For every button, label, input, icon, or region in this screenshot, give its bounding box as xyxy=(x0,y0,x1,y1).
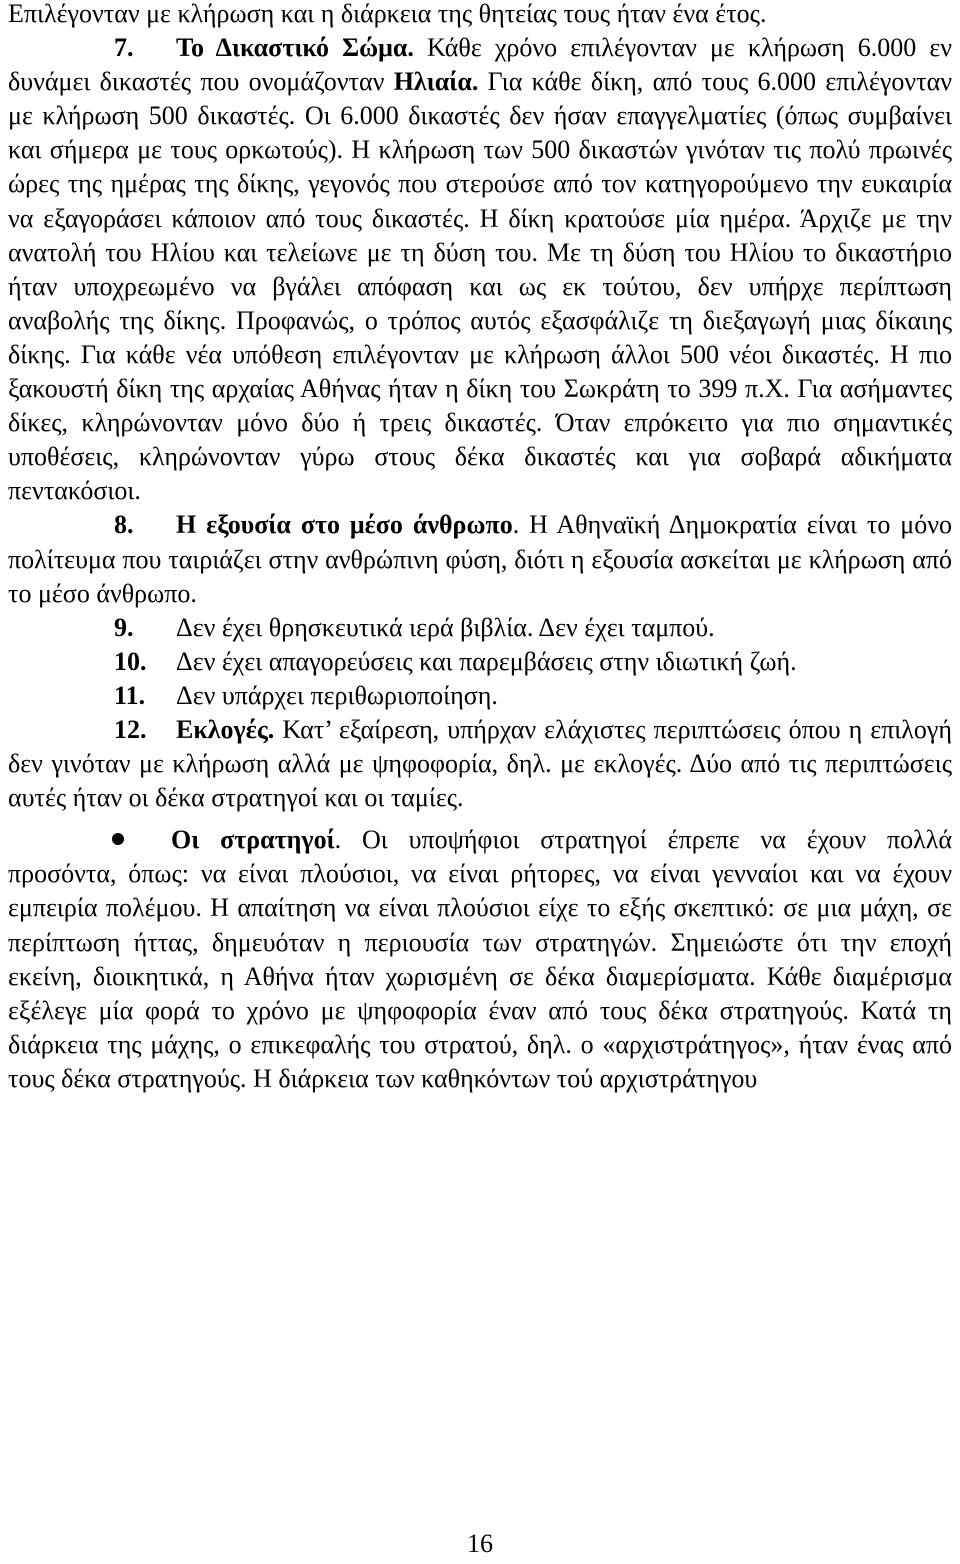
section-9 xyxy=(8,611,952,645)
section-8-number: 8. xyxy=(114,510,134,540)
section-10-text: Δεν έχει απαγορεύσεις και παρεμβάσεις στην ιδιωτική ζωή. xyxy=(176,646,797,676)
section-12-number: 12. xyxy=(114,714,147,744)
section-11 xyxy=(8,679,952,713)
section-9-text: Δεν έχει θρησκευτικά ιερά βιβλία. Δεν έχει ταμπού. xyxy=(176,612,715,642)
paragraph-intro: Επιλέγονταν με κλήρωση και η διάρκεια της θητείας τους ήταν ένα έτος. xyxy=(8,0,767,28)
section-7-text-1: Κάθε χρόνο επιλέγονταν με κλήρωση 6.000 εν δυνάμει δικαστές που ονομάζονταν xyxy=(8,33,952,97)
section-7-text-2: Για κάθε δίκη, από τους 6.000 επιλέγονταν με κλήρωση 500 δικαστές. Οι 6.000 δικαστές δεν ήσαν επαγγελματίες (όπως συμβαίνει και σήμερα με τους ορκωτούς). Η κλήρωση των 500 δικαστών γινόταν τις πολύ πρωινές ώρες της ημέρας της δίκης, γεγονός που στερούσε από τον κατηγορούμενο την ευκαιρία να εξαγοράσει κάποιον από τους δικαστές. Η δίκη κρατούσε μία ημέρα. Άρχιζε με την ανατολή του Ηλίου και τελείωνε με τη δύση του. Με τη δύση του Ηλίου το δικαστήριο ήταν υποχρεωμένο να βγάλει απόφαση και ως εκ τούτου, δεν υπήρχε περίπτωση αναβολής της δίκης. Προφανώς, ο τρόπος αυτός εξασφάλιζε τη διεξαγωγή μιας δίκαιης δίκης. Για κάθε νέα υπόθεση επιλέγονταν με κλήρωση άλλοι 500 νέοι δικαστές. Η πιο ξακουστή δίκη της αρχαίας Αθήνας ήταν η δίκη του Σωκράτη το 399 π.Χ. Για ασήμαντες δίκες, κληρώνονταν μόνο δύο ή τρεις δικαστές. Όταν επρόκειτο για πιο σημαντικές υποθέσεις, κληρώνονταν γύρω στους δέκα δικαστές και για σοβαρά αδικήματα πεντακόσιοι. xyxy=(8,67,952,506)
section-11-number: 11. xyxy=(114,680,146,710)
bullet-generals xyxy=(8,823,952,1096)
heliaia-term: Ηλιαία. xyxy=(393,67,479,97)
section-8-title: Η εξουσία στο μέσο άνθρωπο xyxy=(176,510,513,540)
section-7-number: 7. xyxy=(114,33,134,63)
section-11-text: Δεν υπάρχει περιθωριοποίηση. xyxy=(176,680,498,710)
section-12 xyxy=(8,713,952,815)
section-7-title: Το Δικαστικό Σώμα. xyxy=(176,33,414,63)
section-8 xyxy=(8,508,952,610)
section-12-text: Κατ’ εξαίρεση, υπήρχαν ελάχιστες περιπτώσεις όπου η επιλογή δεν γινόταν με κλήρωση αλλά με ψηφοφορία, δηλ. με εκλογές. Δύο από τις περιπτώσεις αυτές ήταν οι δέκα στρατηγοί και οι ταμίες. xyxy=(8,714,952,813)
bullet-dot-icon xyxy=(112,833,124,845)
body-text xyxy=(8,0,952,1096)
bullet-generals-title: Οι στρατηγοί xyxy=(171,825,335,855)
section-12-title: Εκλογές. xyxy=(176,714,275,744)
section-8-text: . Η Αθηναϊκή Δημοκρατία είναι το μόνο πολίτευμα που ταιριάζει στην ανθρώπινη φύση, διότι η εξουσία ασκείται με κλήρωση από το μέσο άνθρωπο. xyxy=(8,510,952,608)
section-10-number: 10. xyxy=(114,646,147,676)
page-number: 16 xyxy=(467,1529,493,1558)
section-9-number: 9. xyxy=(114,612,134,642)
section-7 xyxy=(8,31,952,508)
bullet-generals-text: . Οι υποψήφιοι στρατηγοί έπρεπε να έχουν πολλά προσόντα, όπως: να είναι πλούσιοι, να είναι ρήτορες, να είναι γενναίοι και να έχουν εμπειρία πολέμου. Η απαίτηση να είναι πλούσιοι είχε το εξής σκεπτικό: σε μια μάχη, σε περίπτωση ήττας, δημευόταν η περιουσία των στρατηγών. Σημειώστε ότι την εποχή εκείνη, διοικητικά, η Αθήνα ήταν χωρισμένη σε δέκα διαμερίσματα. Κάθε διαμέρισμα εξέλεγε μία φορά το χρόνο με ψηφοφορία έναν από τους δέκα στρατηγούς. Κατά τη διάρκεια της μάχης, ο επικεφαλής του στρατού, δηλ. ο «αρχιστράτηγος», ήταν ένας από τους δέκα στρατηγούς. Η διάρκεια των καθηκόντων τού αρχιστράτηγου xyxy=(8,825,952,1093)
section-10 xyxy=(8,645,952,679)
